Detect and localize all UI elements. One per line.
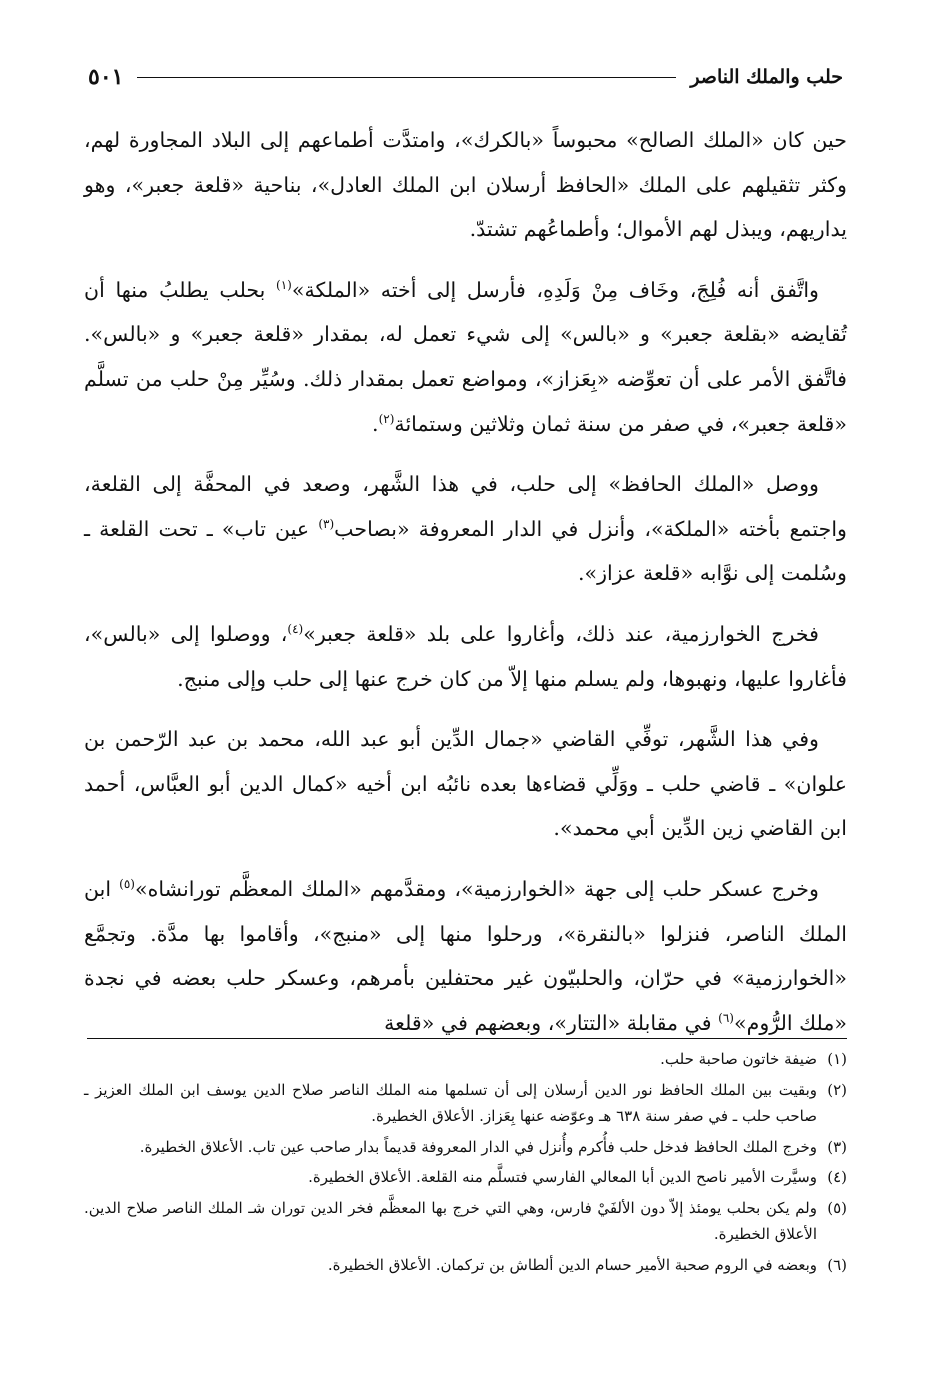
body-text-run: ابن الملك الناصر، فنزلوا «بالنقرة»، ورحلوا منها إلى «منبج»، وأقاموا بها مدَّة. وتجمَّع «الخوارزمية» في حرّان، والحلبيّون غير محتفلين بأمرهم، وعسكر حلب بعضه في نجدة «ملك الرُّوم» — [84, 876, 847, 1035]
footnote-reference: (١) — [276, 277, 292, 292]
body-text-run: حين كان «الملك الصالح» محبوساً «بالكرك»، وامتدَّت أطماعهم إلى البلاد المجاورة لهم، وكثر تثقيلهم على الملك «الحافظ أرسلان ابن الملك العادل»، بناحية «قلعة جعبر»، وهو يداريهم، ويبذل لهم الأموال؛ وأطماعُهم تشتدّ. — [84, 128, 847, 242]
body-text-run: بحلب يطلبُ منها أن تُقايضه «بقلعة جعبر» و «بالس» إلى شيء تعمل له، بمقدار «قلعة جعبر» و «بالس». فاتَّفق الأمر على أن تعوِّضه «بِعَزاز»، ومواضع تعمل بمقدار ذلك. وسُيِّر مِنْ حلب من تسلَّم «قلعة جعبر»، في صفر من سنة ثمان وثلاثين وستمائة — [84, 277, 847, 436]
footnote-reference: (٥) — [119, 877, 135, 892]
running-title: حلب والملك الناصر — [690, 66, 843, 88]
body-paragraph — [84, 867, 847, 1045]
body-paragraph — [84, 717, 847, 851]
footnote-text: وبقيت بين الملك الحافظ نور الدين أرسلان إلى أن تسلمها منه الملك الناصر صلاح الدين يوسف ابن الملك العزيز ـ صاحب حلب ـ في صفر سنة ٦٣٨ هـ وعوّضه عنها بِعَزاز. الأعلاق الخطيرة. — [84, 1080, 817, 1125]
footnote — [84, 1134, 847, 1161]
body-text-run: وخرج عسكر حلب إلى جهة «الخوارزمية»، ومقدَّمهم «الملك المعظَّم تورانشاه» — [134, 876, 819, 901]
body-paragraph — [84, 118, 847, 252]
footnote-number: (١) — [827, 1050, 847, 1068]
body-text-run: عين تاب» ـ تحت القلعة ـ وسُلمت إلى نوَّابه «قلعة عزاز». — [84, 516, 847, 586]
body-text-run: في مقابلة «التتار»، وبعضهم في «قلعة — [384, 1010, 719, 1035]
body-text-run: وفي هذا الشَّهر، توفِّي القاضي «جمال الدِّين أبو عبد الله، محمد بن عبد الرّحمن بن علوان» ـ قاضي حلب ـ ووَلِّي قضاءها بعده نائبُه ابن أخيه «كمال الدين أبو العبَّاس، أحمد ابن القاضي زين الدِّين أبي محمد». — [84, 727, 847, 841]
footnote — [84, 1195, 847, 1248]
body-text — [84, 118, 847, 1061]
footnote-text: وبعضه في الروم صحبة الأمير حسام الدين ألطاش بن تركمان. الأعلاق الخطيرة. — [327, 1255, 817, 1274]
footnote-text: ضيفة خاتون صاحبة حلب. — [660, 1050, 817, 1068]
footnote-number: (٤) — [827, 1168, 847, 1186]
header-rule — [137, 77, 676, 78]
footnote — [84, 1164, 847, 1191]
footnote-text: وسيَّرت الأمير ناصح الدين أبا المعالي الفارسي فتسلَّم منه القلعة. الأعلاق الخطيرة. — [308, 1168, 817, 1186]
body-paragraph — [84, 268, 847, 446]
footnote-reference: (٣) — [318, 516, 335, 531]
footnote — [84, 1252, 847, 1279]
body-text-run: . — [372, 411, 379, 436]
footnote-text: ولم يكن بحلب يومئذ إلاّ دون الألفَيْ فارس، وهي التي خرج بها المعظَّم فخر الدين توران شـ الملك الناصر صلاح الدين. الأعلاق الخطيرة. — [84, 1198, 817, 1243]
body-text-run: واتَّفق أنه فُلِجَ، وخَاف مِنْ وَلَدِهِ، فأرسل إلى أخته «الملكة» — [291, 277, 820, 302]
footnotes — [84, 1046, 847, 1282]
footnote — [84, 1077, 847, 1130]
body-text-run: ووصل «الملك الحافظ» إلى حلب، في هذا الشَّهر، وصعد في المحفَّة إلى القلعة، واجتمع بأخته «الملكة»، وأنزل في الدار المعروفة «بصاحب — [84, 472, 847, 541]
footnote-text: وخرج الملك الحافظ فدخل حلب فأُكرم وأُنزل في الدار المعروفة قديماً بدار صاحب عين تاب. الأعلاق الخطيرة. — [139, 1137, 817, 1156]
page-number: ٥٠١ — [88, 64, 124, 90]
footnote-number: (٣) — [827, 1137, 847, 1156]
body-text-run: فخرج الخوارزمية، عند ذلك، وأغاروا على بلد «قلعة جعبر» — [303, 621, 819, 646]
footnote-reference: (٦) — [718, 1010, 734, 1025]
footnote-reference: (٤) — [287, 622, 304, 637]
body-text-run: ، ووصلوا إلى «بالس»، فأغاروا عليها، ونهبوها، ولم يسلم منها إلاّ من كان خرج عنها إلى حلب وإلى منبج. — [84, 621, 847, 691]
footnote — [84, 1046, 847, 1073]
footnote-number: (٥) — [827, 1198, 847, 1217]
running-header — [88, 60, 843, 94]
body-paragraph — [84, 612, 847, 701]
body-paragraph — [84, 462, 847, 596]
footnote-number: (٦) — [827, 1255, 847, 1274]
footnote-reference: (٢) — [378, 411, 395, 426]
footnote-rule — [87, 1038, 847, 1039]
footnote-number: (٢) — [827, 1080, 847, 1099]
